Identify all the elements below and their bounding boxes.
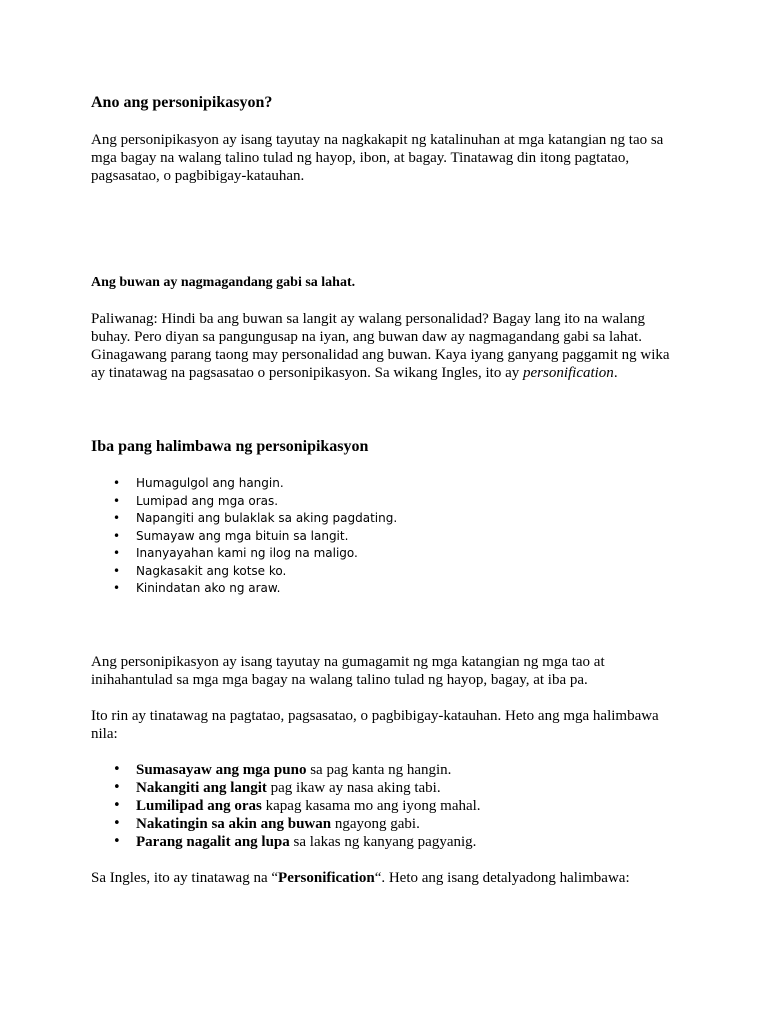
closing-start: Sa Ingles, ito ay tinatawag na “ (91, 870, 279, 886)
example-rest: sa lakas ng kanyang pagyanig. (289, 834, 477, 850)
examples-list-simple (91, 475, 681, 598)
example-bold: Nakangiti ang langit (136, 780, 267, 796)
list-item: • Lumipad ang mga oras. (91, 493, 681, 511)
list-item: • Nagkasakit ang kotse ko. (91, 563, 681, 581)
example-rest: ngayong gabi. (331, 816, 420, 832)
explanation-text: Paliwanag: Hindi ba ang buwan sa langit ay walang personalidad? Bagay lang ito na walang buhay. Pero diyan sa pangungusap na iyan, ang buwan daw ay nagmagandang gabi sa lahat. Ginagawang parang taong may personalidad ang buwan. Kaya iyang ganyang paggamit ng wika ay tinatawag na pagsasatao o personipikasyon. Sa wikang Ingles, ito ay (91, 311, 670, 381)
example-bold: Nakatingin sa akin ang buwan (136, 816, 332, 832)
list-item: • Napangiti ang bulaklak sa aking pagdating. (91, 510, 681, 528)
definition-paragraph: Ang personipikasyon ay isang tayutay na nagkakapit ng katalinuhan at mga katangian ng tao sa mga bagay na walang talino tulad ng hayop, ibon, at bagay. Tinatawag din itong pagtatao, pagsasatao, o pagbibigay-katauhan. (91, 132, 664, 184)
explanation-term: personification (522, 365, 614, 381)
example-rest: kapag kasama mo ang iyong mahal. (261, 798, 481, 814)
list-item: • Inanyayahan kami ng ilog na maligo. (91, 545, 681, 563)
example-bold: Lumilipad ang oras (136, 798, 262, 814)
closing-end: “. Heto ang isang detalyadong halimbawa: (374, 870, 630, 886)
example-rest: sa pag kanta ng hangin. (306, 762, 452, 778)
closing-paragraph (91, 869, 681, 887)
examples-list-bold (91, 761, 681, 851)
list-item (91, 779, 681, 797)
list-item: • Humagulgol ang hangin. (91, 475, 681, 493)
list-item (91, 761, 681, 779)
section-heading-iba-pang-halimbawa: Iba pang halimbawa ng personipikasyon (91, 438, 369, 455)
list-item: • Sumayaw ang mga bituin sa langit. (91, 528, 681, 546)
second-definition-paragraph: Ang personipikasyon ay isang tayutay na gumagamit ng mga katangian ng mga tao at inihahantulad sa mga mga bagay na walang talino tulad ng hayop, bagay, at iba pa. (91, 654, 605, 688)
list-item (91, 815, 681, 833)
explanation-paragraph (91, 310, 681, 382)
example-bold: Parang nagalit ang lupa (136, 834, 290, 850)
list-item (91, 833, 681, 851)
section-heading-ano-ang-personipikasyon: Ano ang personipikasyon? (91, 94, 273, 111)
list-item (91, 797, 681, 815)
example-sentence: Ang buwan ay nagmagandang gabi sa lahat. (91, 275, 356, 290)
example-rest: pag ikaw ay nasa aking tabi. (266, 780, 441, 796)
list-item: • Kinindatan ako ng araw. (91, 580, 681, 598)
closing-term: Personification (278, 870, 375, 886)
example-bold: Sumasayaw ang mga puno (136, 762, 307, 778)
explanation-end: . (613, 365, 618, 381)
also-called-paragraph: Ito rin ay tinatawag na pagtatao, pagsasatao, o pagbibigay-katauhan. Heto ang mga halimbawa nila: (91, 708, 659, 742)
